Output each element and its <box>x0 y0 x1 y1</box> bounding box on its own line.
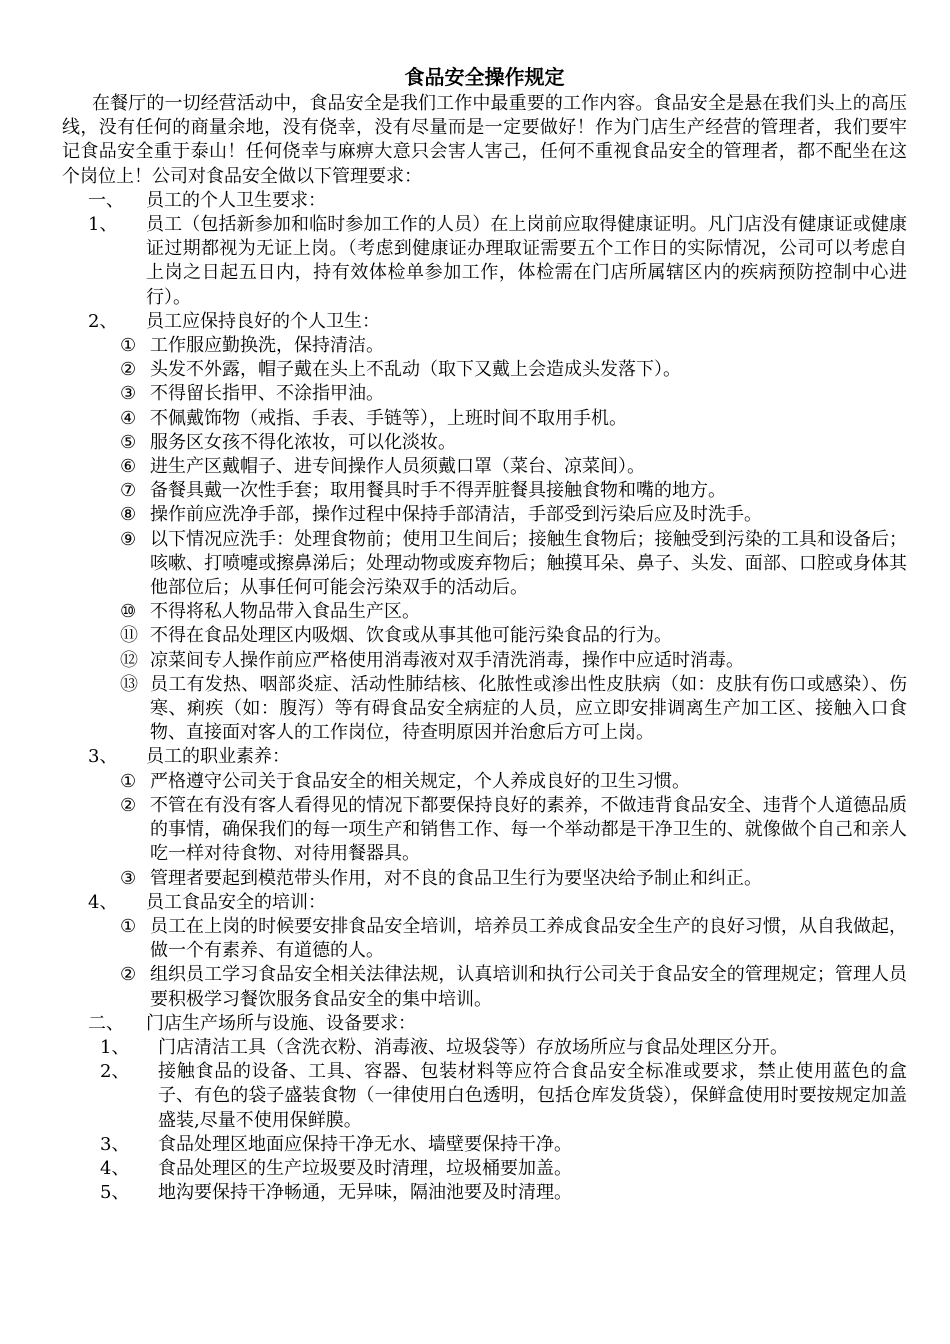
list-item-text: 门店清洁工具（含洗衣粉、消毒液、垃圾袋等）存放场所应与食品处理区分开。 <box>158 1036 788 1058</box>
list-item <box>62 213 907 310</box>
list-item-text: 食品处理区的生产垃圾要及时清理，垃圾桶要加盖。 <box>158 1157 572 1179</box>
list-item-number: 2、 <box>88 310 118 332</box>
sub-list-item <box>62 770 907 794</box>
sub-list-item <box>62 334 907 358</box>
section-heading-number: 二、 <box>88 1012 124 1034</box>
sub-list-item-text: 严格遵守公司关于食品安全的相关规定，个人养成良好的卫生习惯。 <box>150 770 690 792</box>
list-item <box>62 1060 907 1133</box>
sub-list-item <box>62 479 907 503</box>
document-body <box>62 189 907 1206</box>
list-item <box>62 891 907 915</box>
section-heading <box>62 189 907 213</box>
sub-list-item <box>62 431 907 455</box>
sub-list-item-text: 员工在上岗的时候要安排食品安全培训，培养员工养成食品安全生产的良好习惯，从自我做起，做一个有素养、有道德的人。 <box>150 915 907 962</box>
list-item-number: 3、 <box>100 1133 130 1155</box>
sub-list-item-number: ⑥ <box>120 456 137 478</box>
sub-list-item-number: ① <box>120 770 137 792</box>
list-item <box>62 745 907 769</box>
sub-list-item <box>62 867 907 891</box>
sub-list-item-number: ⑧ <box>120 504 137 526</box>
sub-list-item-number: ③ <box>120 383 137 405</box>
sub-list-item <box>62 528 907 601</box>
list-item <box>62 1157 907 1181</box>
sub-list-item <box>62 503 907 527</box>
list-item <box>62 1181 907 1205</box>
list-item-number: 2、 <box>100 1061 130 1083</box>
list-item-text: 员工（包括新参加和临时参加工作的人员）在上岗前应取得健康证明。凡门店没有健康证或健康证过期都视为无证上岗。（考虑到健康证办理取证需要五个工作日的实际情况，公司可以考虑自上岗之日起五日内，持有效体检单参加工作，体检需在门店所属辖区内的疾病预防控制中心进行）。 <box>146 214 907 308</box>
list-item-text: 员工的职业素养： <box>146 746 290 768</box>
sub-list-item-number: ⑪ <box>120 625 138 647</box>
sub-list-item-text: 服务区女孩不得化浓妆，可以化淡妆。 <box>150 431 456 453</box>
list-item <box>62 310 907 334</box>
sub-list-item-number: ① <box>120 915 137 937</box>
sub-list-item-number: ④ <box>120 407 137 429</box>
sub-list-item-text: 进生产区戴帽子、进专间操作人员须戴口罩（菜台、凉菜间）。 <box>150 456 645 478</box>
sub-list-item-text: 不得留长指甲、不涂指甲油。 <box>150 383 384 405</box>
list-item-number: 1、 <box>88 214 118 236</box>
section-heading <box>62 1012 907 1036</box>
sub-list-item <box>62 382 907 406</box>
list-item <box>62 1133 907 1157</box>
sub-list-item <box>62 455 907 479</box>
list-item-text: 员工应保持良好的个人卫生： <box>146 310 380 332</box>
sub-list-item-text: 管理者要起到模范带头作用，对不良的食品卫生行为要坚决给予制止和纠正。 <box>150 867 762 889</box>
sub-list-item <box>62 649 907 673</box>
sub-list-item-text: 头发不外露，帽子戴在头上不乱动（取下又戴上会造成头发落下）。 <box>150 359 681 381</box>
sub-list-item <box>62 673 907 746</box>
sub-list-item-number: ⑨ <box>120 528 137 550</box>
list-item-number: 1、 <box>100 1036 130 1058</box>
sub-list-item-text: 不得将私人物品带入食品生产区。 <box>150 601 420 623</box>
list-item-number: 5、 <box>100 1182 130 1204</box>
list-item-number: 4、 <box>88 891 118 913</box>
document-page <box>62 62 907 1205</box>
sub-list-item-text: 以下情况应洗手：处理食物前；使用卫生间后；接触生食物后；接触受到污染的工具和设备后；咳嗽、打喷嚏或擦鼻涕后；处理动物或废弃物后；触摸耳朵、鼻子、头发、面部、口腔或身体其他部位后；从事任何可能会污染双手的活动后。 <box>150 528 907 599</box>
section-heading-number: 一、 <box>88 189 124 211</box>
sub-list-item-number: ⑤ <box>120 431 137 453</box>
sub-list-item-text: 凉菜间专人操作前应严格使用消毒液对双手清洗消毒，操作中应适时消毒。 <box>150 649 744 671</box>
list-item <box>62 1036 907 1060</box>
section-heading-text: 门店生产场所与设施、设备要求： <box>146 1012 416 1034</box>
intro-paragraph: 在餐厅的一切经营活动中，食品安全是我们工作中最重要的工作内容。食品安全是悬在我们头上的高压线，没有任何的商量余地，没有侥幸，没有尽量而是一定要做好！作为门店生产经营的管理者，我们要牢记食品安全重于泰山！任何侥幸与麻痹大意只会害人害己，任何不重视食品安全的管理者，都不配坐在这个岗位上！公司对食品安全做以下管理要求： <box>62 93 907 187</box>
sub-list-item <box>62 407 907 431</box>
list-item-text: 食品处理区地面应保持干净无水、墙壁要保持干净。 <box>158 1133 572 1155</box>
sub-list-item <box>62 358 907 382</box>
sub-list-item-text: 不管在有没有客人看得见的情况下都要保持良好的素养，不做违背食品安全、违背个人道德品质的事情，确保我们的每一项生产和销售工作、每一个举动都是干净卫生的、就像做个自己和亲人吃一样对待食物、对待用餐器具。 <box>150 794 907 865</box>
sub-list-item-number: ② <box>120 794 137 816</box>
sub-list-item <box>62 915 907 963</box>
sub-list-item-number: ⑦ <box>120 480 137 502</box>
sub-list-item-text: 工作服应勤换洗，保持清洁。 <box>150 335 384 357</box>
sub-list-item-text: 备餐具戴一次性手套；取用餐具时手不得弄脏餐具接触食物和嘴的地方。 <box>150 480 726 502</box>
sub-list-item-number: ③ <box>120 867 137 889</box>
sub-list-item-number: ② <box>120 359 137 381</box>
sub-list-item-number: ① <box>120 335 137 357</box>
sub-list-item <box>62 794 907 867</box>
page-title: 食品安全操作规定 <box>404 65 565 89</box>
sub-list-item-number: ⑫ <box>120 649 138 671</box>
sub-list-item-number: ② <box>120 964 137 986</box>
list-item-number: 4、 <box>100 1157 130 1179</box>
list-item-text: 地沟要保持干净畅通，无异味，隔油池要及时清理。 <box>158 1182 572 1204</box>
list-item-number: 3、 <box>88 746 118 768</box>
sub-list-item-text: 操作前应洗净手部，操作过程中保持手部清洁，手部受到污染后应及时洗手。 <box>150 504 762 526</box>
sub-list-item-text: 员工有发热、咽部炎症、活动性肺结核、化脓性或渗出性皮肤病（如：皮肤有伤口或感染）、伤寒、痢疾（如：腹泻）等有碍食品安全病症的人员，应立即安排调离生产加工区、接触入口食物、直接面对客人的工作岗位，待查明原因并治愈后方可上岗。 <box>150 673 907 744</box>
sub-list-item-number: ⑩ <box>120 601 137 623</box>
sub-list-item <box>62 963 907 1011</box>
sub-list-item <box>62 624 907 648</box>
list-item-text: 接触食品的设备、工具、容器、包装材料等应符合食品安全标准或要求，禁止使用蓝色的盒子、有色的袋子盛装食物（一律使用白色透明，包括仓库发货袋），保鲜盒使用时要按规定加盖盛装,尽量不使用保鲜膜。 <box>158 1061 907 1131</box>
sub-list-item <box>62 600 907 624</box>
list-item-text: 员工食品安全的培训： <box>146 891 326 913</box>
sub-list-item-text: 不得在食品处理区内吸烟、饮食或从事其他可能污染食品的行为。 <box>150 625 672 647</box>
sub-list-item-text: 不佩戴饰物（戒指、手表、手链等），上班时间不取用手机。 <box>150 407 627 429</box>
sub-list-item-text: 组织员工学习食品安全相关法律法规，认真培训和执行公司关于食品安全的管理规定；管理人员要积极学习餐饮服务食品安全的集中培训。 <box>150 964 907 1010</box>
section-heading-text: 员工的个人卫生要求： <box>146 189 326 211</box>
sub-list-item-number: ⑬ <box>120 673 138 695</box>
